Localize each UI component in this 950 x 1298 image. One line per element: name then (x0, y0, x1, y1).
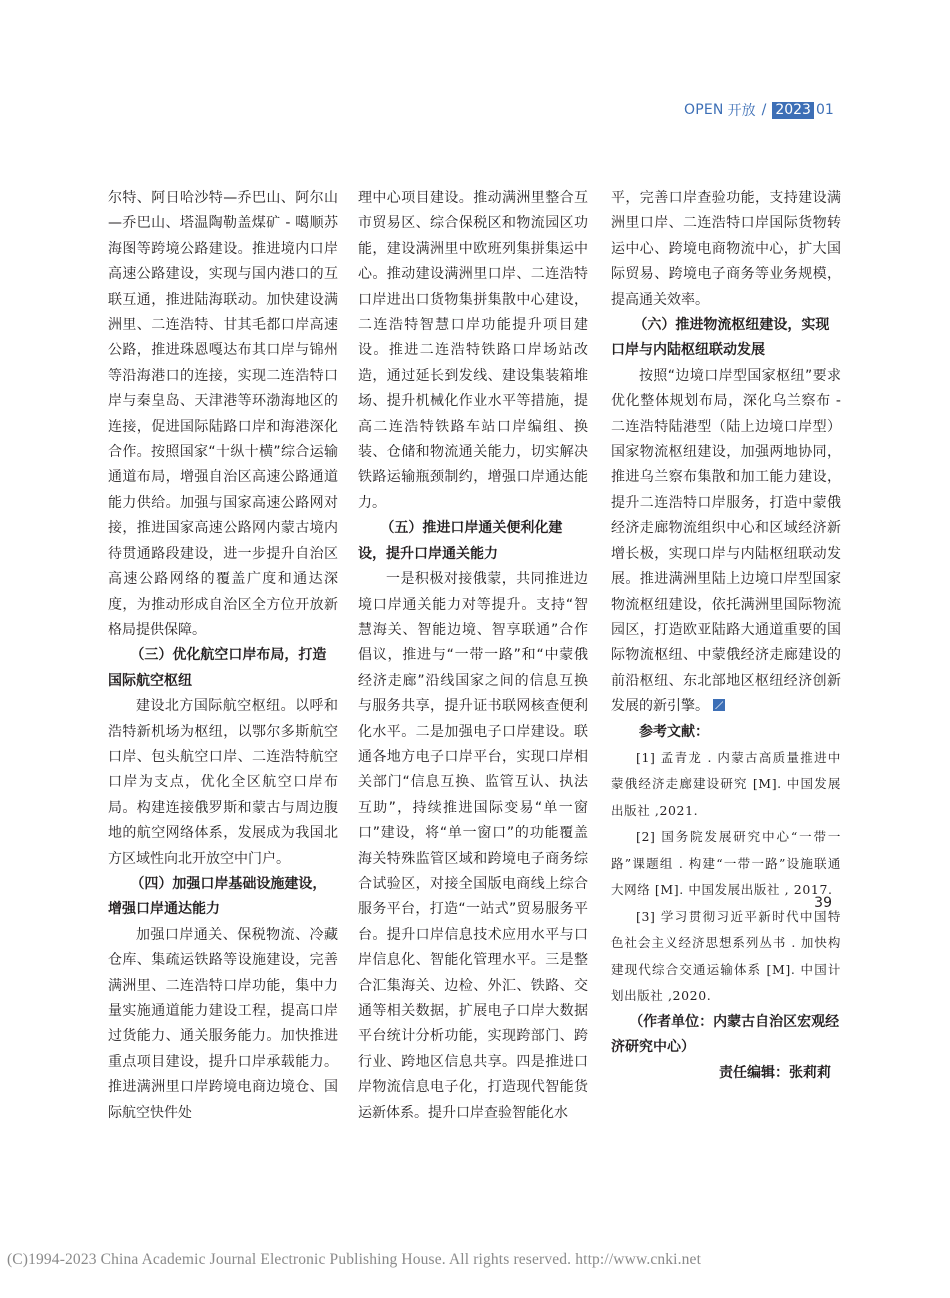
masthead-year-badge: 2023 (772, 102, 814, 119)
responsible-editor: 责任编辑：张莉莉 (719, 1065, 831, 1082)
masthead-issue-number: 01 (815, 102, 834, 118)
reference-2: [2] 国务院发展研究中心“一带一路”课题组 . 构建“一带一路”设施联通大网络 [M]. 中国发展出版社 , 2017. (611, 829, 841, 898)
text-column-right (611, 186, 841, 1086)
paragraph-cross-border-roads: 尔特、阿日哈沙特—乔巴山、阿尔山—乔巴山、塔温陶勒盖煤矿 - 噶顺苏海图等跨境公路建设。推进境内口岸高速公路建设，实现与国内港口的互联互通，推进陆海联动。加快建设满洲里、二连浩特、甘其毛都口岸高速公路，推进珠恩嘎达布其口岸与锦州等沿海港口的连接，实现二连浩特口岸与秦皇岛、天津港等环渤海地区的连接，促进国际陆路口岸和海港深化合作。按照国家“十纵十横”综合运输通道布局，增强自治区高速公路通道能力供给。加强与国家高速公路网对接，推进国家高速公路网内蒙古境内待贯通路段建设，进一步提升自治区高速公路网络的覆盖广度和通达深度，为推动形成自治区全方位开放新格局提供保障。 (108, 190, 338, 638)
paragraph-logistics-hub (611, 364, 841, 720)
journal-masthead (684, 99, 834, 121)
reference-1: [1] 孟青龙 . 内蒙古高质量推进中蒙俄经济走廊建设研究 [M]. 中国发展出版社 ,2021. (611, 749, 841, 818)
paragraph-inspection-functions: 平，完善口岸查验功能，支持建设满洲里口岸、二连浩特口岸国际货物转运中心、跨境电商物流中心，扩大国际贸易、跨境电子商务等业务规模，提高通关效率。 (611, 190, 841, 308)
paragraph-port-infrastructure: 加强口岸通关、保税物流、冷藏仓库、集疏运铁路等设施建设，完善满洲里、二连浩特口岸功能，集中力量实施通道能力建设工程，提高口岸过货能力、通关服务能力。加快推进重点项目建设，提升口岸承载能力。推进满洲里口岸跨境电商边境仓、国际航空快件处 (108, 926, 338, 1121)
references-title: 参考文献： (639, 723, 709, 740)
section-heading-4: （四）加强口岸基础设施建设，增强口岸通达能力 (108, 875, 327, 918)
masthead-kaifang-label: 开放 (727, 103, 756, 119)
copyright-footer: (C)1994-2023 China Academic Journal Electronic Publishing House. All rights reserved. http://www.cnki.net (7, 1251, 702, 1268)
paragraph-aviation-hub: 建设北方国际航空枢纽。以呼和浩特新机场为枢纽，以鄂尔多斯航空口岸、包头航空口岸、二连浩特航空口岸为支点，优化全区航空口岸布局。构建连接俄罗斯和蒙古与周边腹地的航空网络体系，发展成为我国北方区域性向北开放空中门户。 (108, 698, 338, 867)
page-number: 39 (814, 895, 832, 911)
masthead-open-label: OPEN (684, 102, 724, 118)
masthead-separator: / (761, 102, 767, 118)
section-heading-3: （三）优化航空口岸布局，打造国际航空枢纽 (108, 647, 327, 689)
paragraph-manzhouli-projects: 理中心项目建设。推动满洲里整合互市贸易区、综合保税区和物流园区功能，建设满洲里中欧班列集拼集运中心。推动建设满洲里口岸、二连浩特口岸进出口货物集拼集散中心建设，二连浩特智慧口岸功能提升项目建设。推进二连浩特铁路口岸场站改造，通过延长到发线、建设集装箱堆场、提升机械化作业水平等措施，提高二连浩特铁路车站口岸编组、换装、仓储和物流通关能力，切实解决铁路运输瓶颈制约，增强口岸通达能力。 (358, 190, 588, 511)
author-affiliation: （作者单位：内蒙古自治区宏观经济研究中心） (611, 1013, 840, 1055)
section-heading-5: （五）推进口岸通关便利化建设，提升口岸通关能力 (358, 520, 563, 562)
paragraph-customs-facilitation: 一是积极对接俄蒙，共同推进边境口岸通关能力对等提升。支持“智慧海关、智能边境、智享联通”合作倡议，推进与“一带一路”和“中蒙俄经济走廊”沿线国家之间的信息互换与服务共享，提升证书联网核查便利化水平。二是加强电子口岸建设。联通各地方电子口岸平台，实现口岸相关部门“信息互换、监管互认、执法互助”，持续推进国际变易“单一窗口”建设，将“单一窗口”的功能覆盖海关特殊监管区域和跨境电子商务综合试验区，对接全国版电商线上综合服务平台，打造“一站式”贸易服务平台。提升口岸信息技术应用水平与口岸信息化、智能化管理水平。三是整合汇集海关、边检、外汇、铁路、交通等相关数据，扩展电子口岸大数据平台统计分析功能，实现跨部门、跨行业、跨地区信息共享。四是推进口岸物流信息电子化，打造现代智能货运新体系。提升口岸查验智能化水 (358, 571, 588, 1121)
article-end-mark-icon (713, 699, 725, 711)
reference-3: [3] 学习贯彻习近平新时代中国特色社会主义经济思想系列丛书 . 加快构建现代综合交通运输体系 [M]. 中国计划出版社 ,2020. (611, 908, 841, 1004)
section-heading-6: （六）推进物流枢纽建设，实现口岸与内陆枢纽联动发展 (611, 317, 830, 359)
text-column-left (108, 186, 338, 1126)
paragraph-logistics-hub-text: 按照“边境口岸型国家枢纽”要求优化整体规划布局，深化乌兰察布 - 二连浩特陆港型（陆上边境口岸型）国家物流枢纽建设，加强两地协同，推进乌兰察布集散和加工能力建设，提升二连浩特口岸服务，打造中蒙俄经济走廊物流组织中心和区域经济新增长极，实现口岸与内陆枢纽联动发展。推进满洲里陆上边境口岸型国家物流枢纽建设，依托满洲里国际物流园区，打造欧亚陆路大通道重要的国际物流枢纽、中蒙俄经济走廊建设的前沿枢纽、东北部地区枢纽经济创新发展的新引擎。 (611, 367, 841, 715)
text-column-middle (358, 186, 588, 1126)
